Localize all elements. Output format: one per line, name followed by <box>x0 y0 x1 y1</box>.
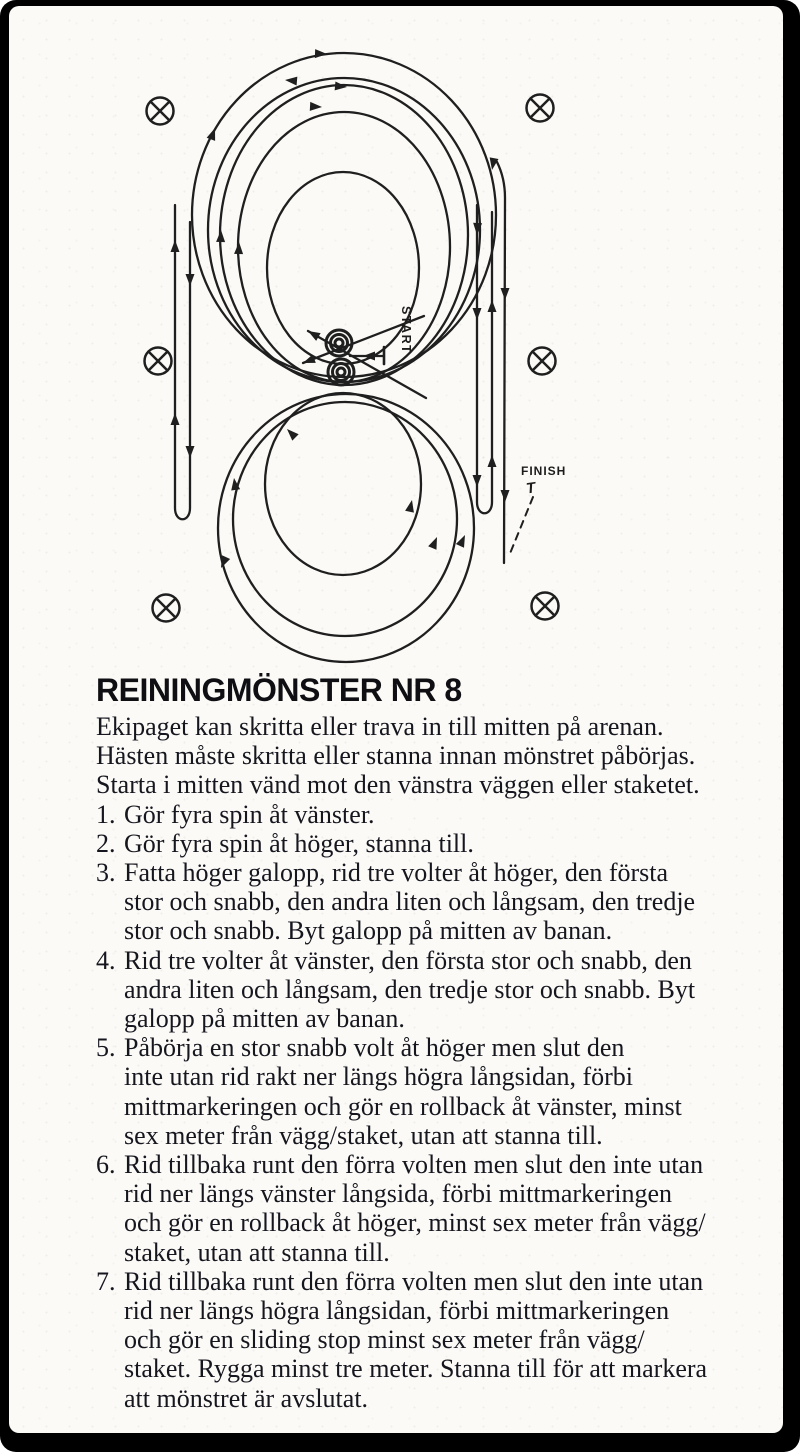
instruction-line: stor och snabb, den andra liten och långsam, den tredje <box>124 887 696 917</box>
spin-symbol-top <box>326 330 352 356</box>
circled-x-icon <box>527 95 554 122</box>
item-number: 4. <box>96 945 116 975</box>
instruction-line: Rid tillbaka runt den förra volten men slut den inte utan <box>124 1266 704 1296</box>
instruction-line: Gör fyra spin åt höger, stanna till. <box>124 828 474 858</box>
instruction-line: och gör en sliding stop minst sex meter från vägg/ <box>124 1325 645 1355</box>
page-title: REININGMÖNSTER NR 8 <box>96 672 462 708</box>
finish-label: FINISH <box>521 464 567 478</box>
intro-line: Ekipaget kan skritta eller trava in till mitten på arenan. <box>96 712 664 741</box>
intro-line: Starta i mitten vänd mot den vänstra väggen eller staketet. <box>96 770 700 800</box>
instruction-line: rid ner längs vänster långsida, förbi mittmarkeringen <box>124 1179 673 1209</box>
circled-x-icon <box>147 98 174 125</box>
circled-x-icon <box>153 595 180 622</box>
bottom-circle-set <box>218 393 474 662</box>
circled-x-icon <box>145 348 172 375</box>
instruction-line: Påbörja en stor snabb volt åt höger men slut den <box>124 1033 625 1063</box>
item-number: 6. <box>96 1150 116 1180</box>
instruction-item-1 <box>96 800 783 829</box>
finish-dashed-line <box>509 497 533 556</box>
instruction-line: andra liten och långsam, den tredje stor och snabb. Byt <box>124 974 696 1004</box>
instruction-item-6 <box>96 1150 783 1267</box>
spin-symbol-bottom <box>328 359 354 385</box>
instruction-line: Rid tillbaka runt den förra volten men slut den inte utan <box>124 1150 704 1180</box>
circled-x-icon <box>529 348 556 375</box>
circled-x-icon <box>532 593 559 620</box>
item-number: 3. <box>96 858 116 888</box>
instruction-line: sex meter från vägg/staket, utan att stanna till. <box>124 1120 603 1150</box>
instruction-line: inte utan rid rakt ner längs högra långsidan, förbi <box>124 1062 634 1092</box>
instruction-line: galopp på mitten av banan. <box>124 1004 405 1034</box>
instruction-line: staket, utan att stanna till. <box>124 1237 390 1267</box>
intro-paragraphs <box>96 712 783 800</box>
page-content <box>9 6 783 1433</box>
instruction-item-2 <box>96 829 783 858</box>
item-number: 2. <box>96 828 116 858</box>
left-rundown-hairpin <box>175 205 190 519</box>
finish-tick-label: T <box>525 479 537 498</box>
document-page <box>9 6 783 1433</box>
item-number: 1. <box>96 799 116 829</box>
reining-pattern-diagram <box>9 6 783 670</box>
instruction-line: rid ner längs högra långsidan, förbi mittmarkeringen <box>124 1296 670 1326</box>
intro-line: Hästen måste skritta eller stanna innan mönstret påbörjas. <box>96 741 696 771</box>
instruction-line: att mönstret är avslutat. <box>124 1383 369 1413</box>
pattern-description <box>96 673 783 1413</box>
instruction-item-4 <box>96 946 783 1034</box>
start-label: START <box>399 306 413 355</box>
item-number: 7. <box>96 1266 116 1296</box>
item-number: 5. <box>96 1033 116 1063</box>
instruction-list <box>96 800 783 1413</box>
instruction-item-3 <box>96 858 783 946</box>
instruction-line: och gör en rollback åt höger, minst sex meter från vägg/ <box>124 1208 706 1238</box>
instruction-line: mittmarkeringen och gör en rollback åt vänster, minst <box>124 1091 682 1121</box>
instruction-item-7 <box>96 1267 783 1413</box>
instruction-line: Rid tre volter åt vänster, den första stor och snabb, den <box>124 945 692 975</box>
instruction-item-5 <box>96 1033 783 1150</box>
instruction-line: Gör fyra spin åt vänster. <box>124 799 375 829</box>
instruction-line: stor och snabb. Byt galopp på mitten av banan. <box>124 916 613 946</box>
sliding-stop-run <box>497 162 505 563</box>
instruction-line: staket. Rygga minst tre meter. Stanna till för att markera <box>124 1354 708 1384</box>
instruction-line: Fatta höger galopp, rid tre volter åt höger, den första <box>124 858 669 888</box>
